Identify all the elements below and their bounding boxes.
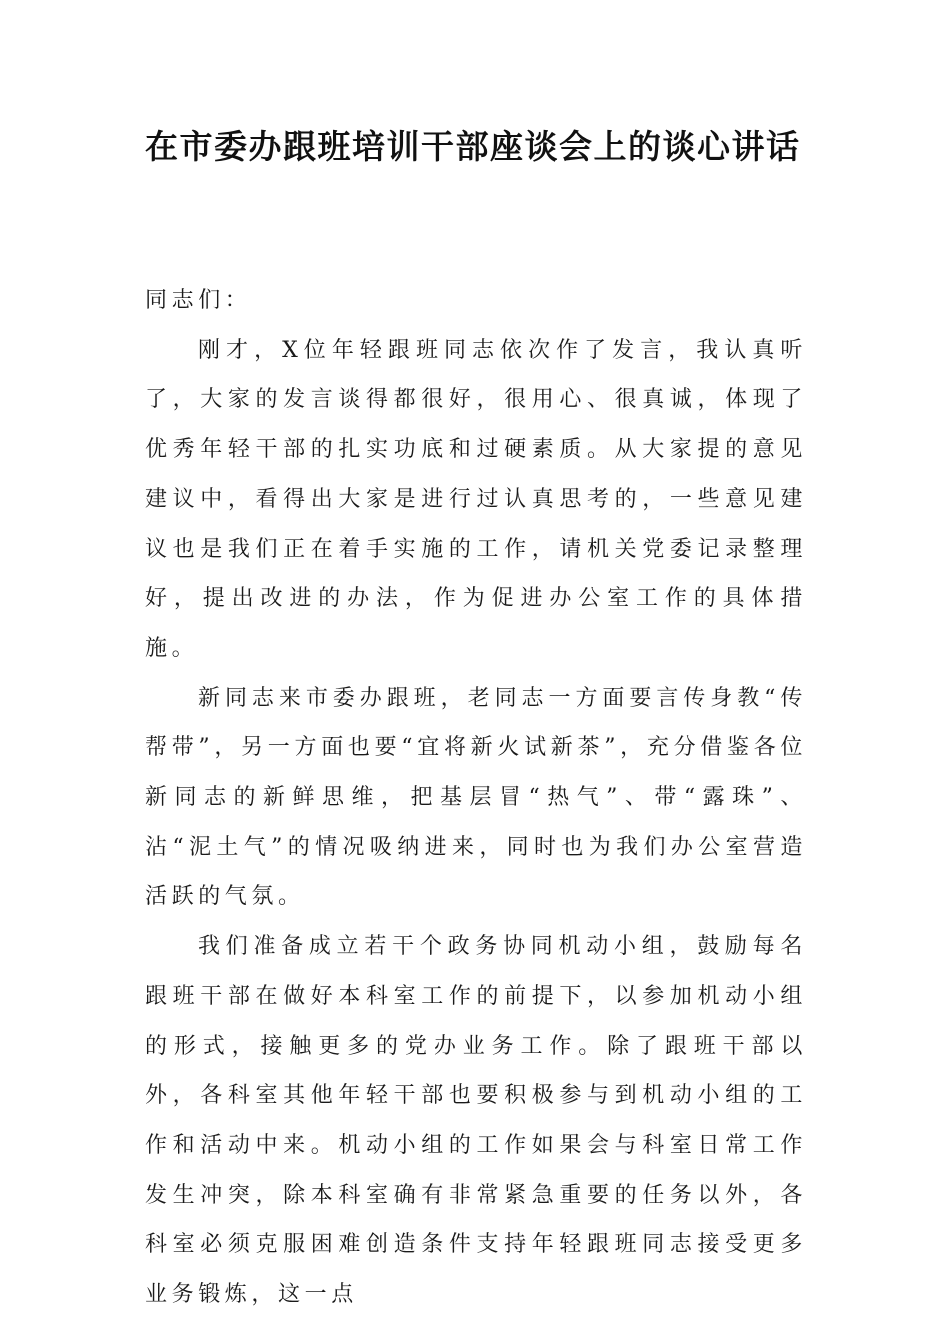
paragraph-1: 刚才，X位年轻跟班同志依次作了发言，我认真听了，大家的发言谈得都很好，很用心、很真诚，体现了优秀年轻干部的扎实功底和过硬素质。从大家提的意见建议中，看得出大家是进行过认真思考的，一些意见建议也是我们正在着手实施的工作，请机关党委记录整理好，提出改进的办法，作为促进办公室工作的具体措施。 xyxy=(145,337,807,661)
document-body xyxy=(145,276,807,1320)
paragraph-2: 新同志来市委办跟班，老同志一方面要言传身教“传帮带”，另一方面也要“宜将新火试新茶”，充分借鉴各位新同志的新鲜思维，把基层冒“热气”、带“露珠”、沾“泥土气”的情况吸纳进来，同时也为我们办公室营造活跃的气氛。 xyxy=(145,685,807,910)
salutation: 同志们： xyxy=(145,288,252,313)
document-title: 在市委办跟班培训干部座谈会上的谈心讲话 xyxy=(145,127,801,166)
paragraph-3: 我们准备成立若干个政务协同机动小组，鼓励每名跟班干部在做好本科室工作的前提下，以参加机动小组的形式，接触更多的党办业务工作。除了跟班干部以外，各科室其他年轻干部也要积极参与到机动小组的工作和活动中来。机动小组的工作如果会与科室日常工作发生冲突，除本科室确有非常紧急重要的任务以外，各科室必须克服困难创造条件支持年轻跟班同志接受更多业务锻炼，这一点 xyxy=(145,934,807,1308)
